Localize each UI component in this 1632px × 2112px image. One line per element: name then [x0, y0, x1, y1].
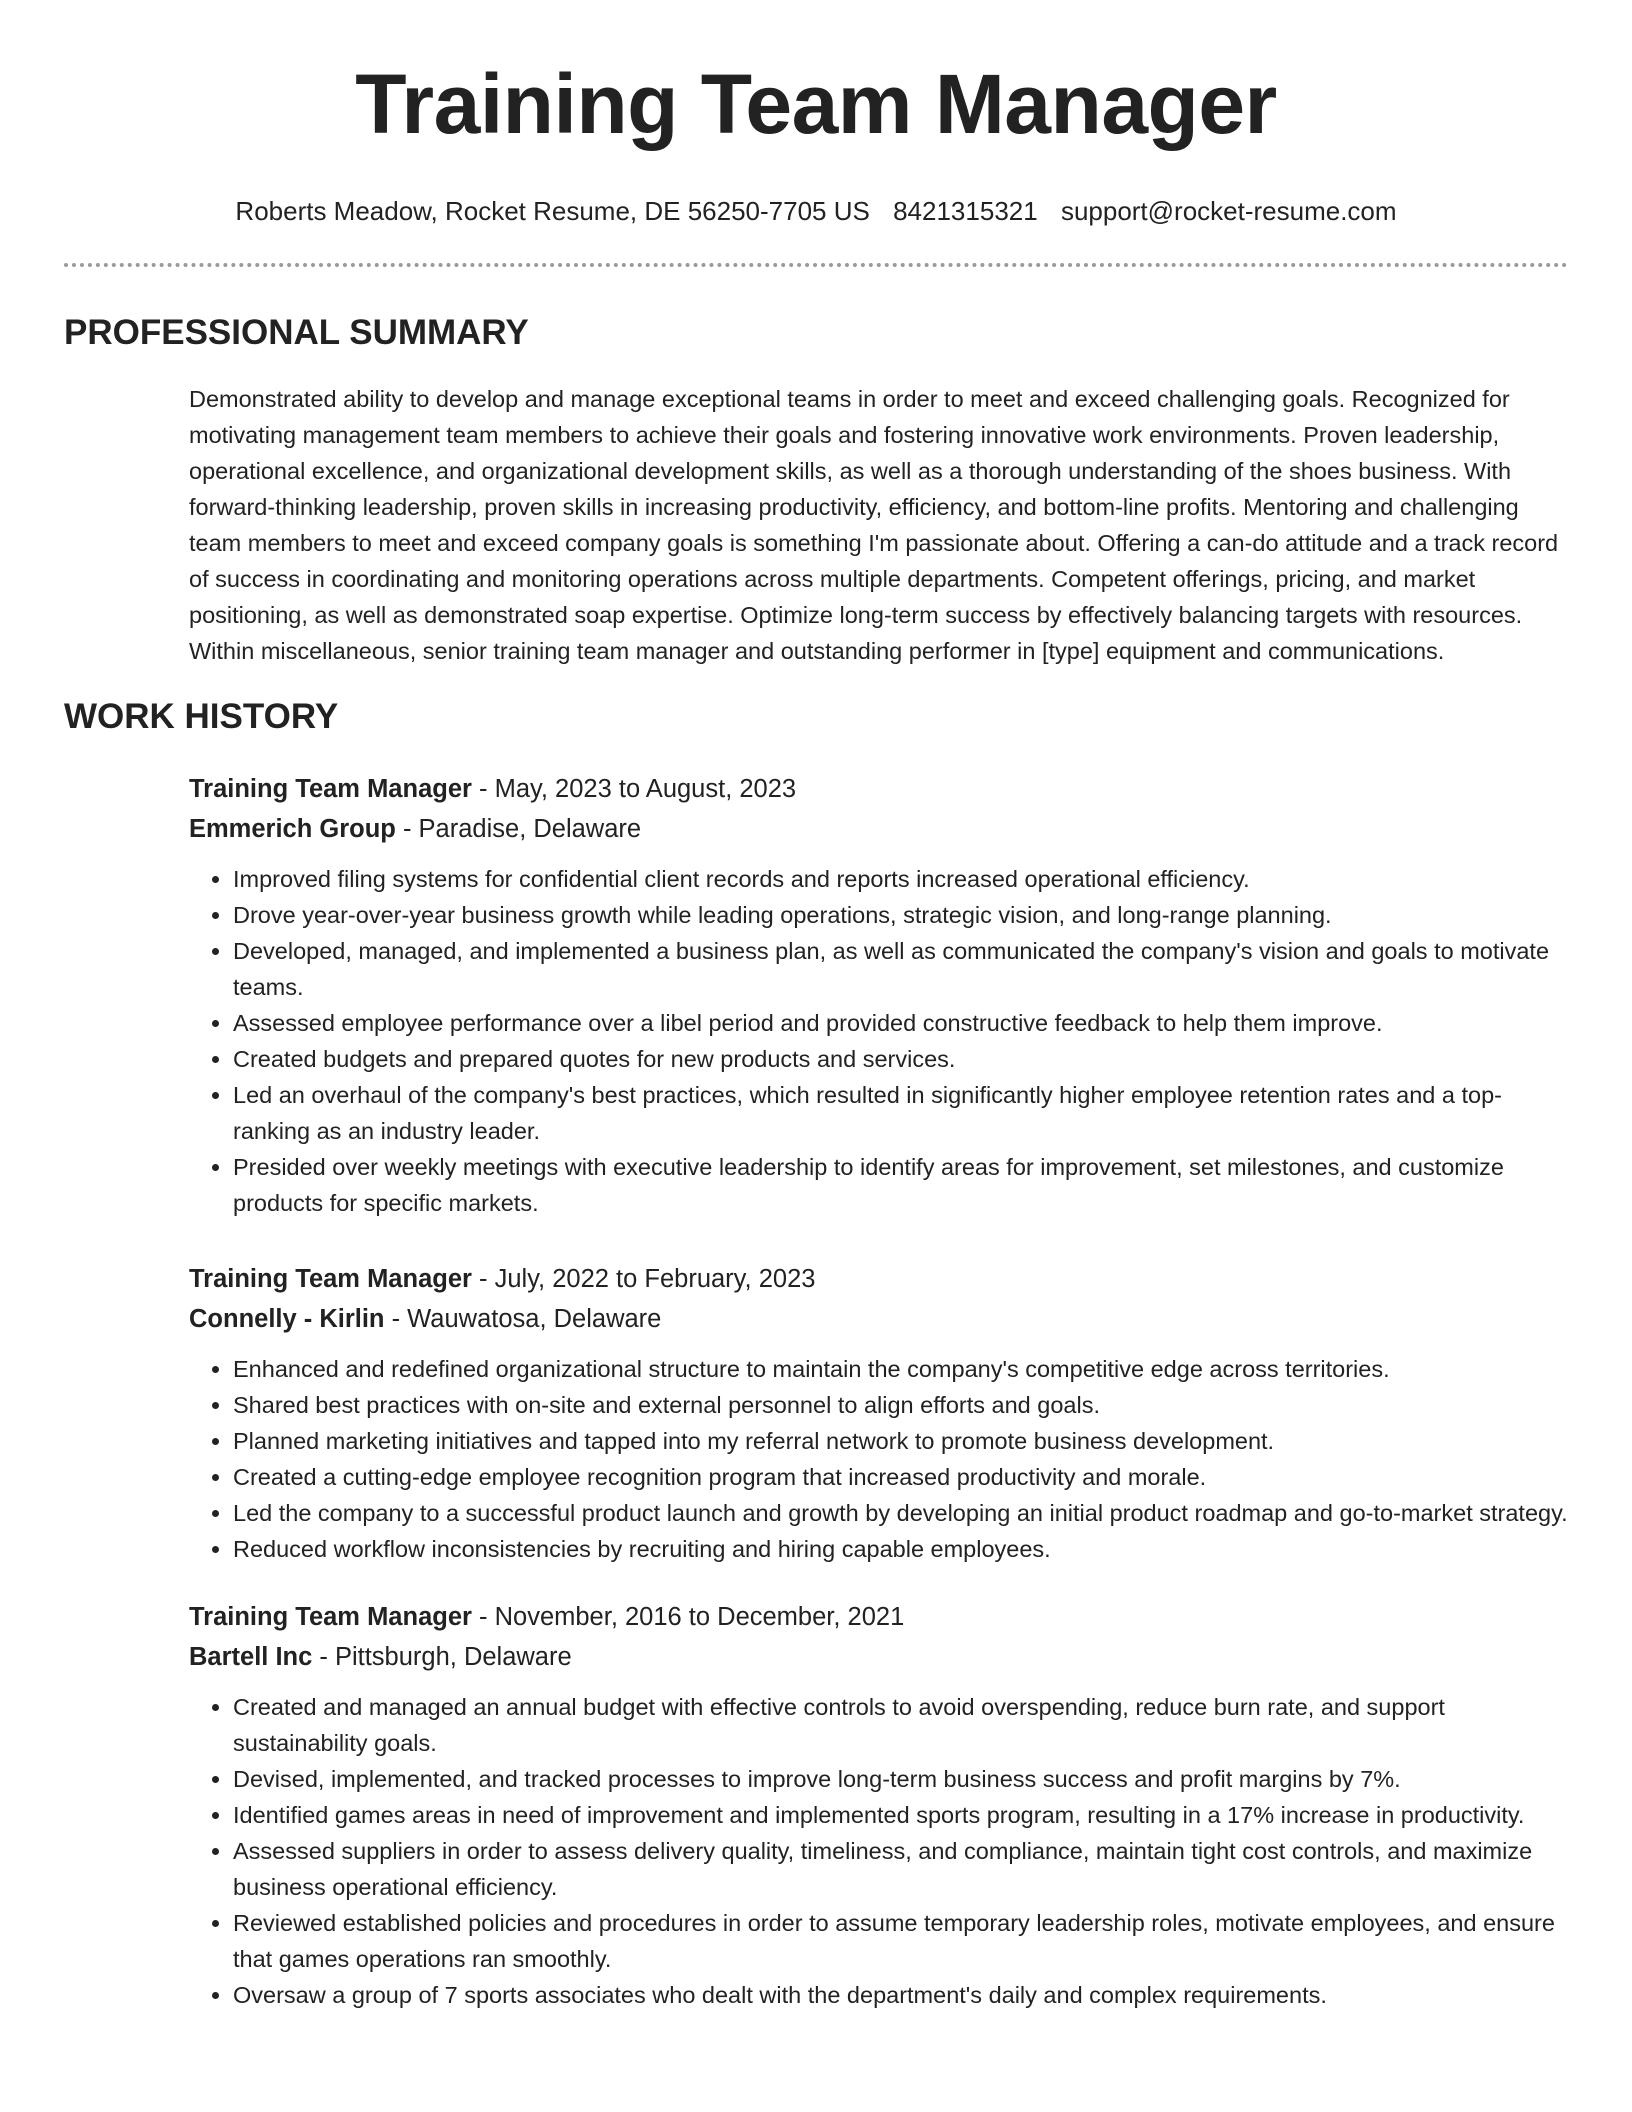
contact-phone: 8421315321 [893, 196, 1038, 226]
job-role: Training Team Manager [189, 775, 472, 803]
job-bullet: • Drove year-over-year business growth while leading operations, strategic vision, and long-range planning. [233, 897, 1568, 933]
professional-summary-section [64, 313, 1568, 669]
job-bullet: • Developed, managed, and implemented a business plan, as well as communicated the company's vision and goals to motivate teams. [233, 933, 1568, 1005]
job-entry [189, 1597, 1568, 2013]
job-company-line [189, 1637, 1568, 1677]
job-bullet: • Presided over weekly meetings with executive leadership to identify areas for improvement, set milestones, and customize products for specific markets. [233, 1149, 1568, 1221]
job-bullet: • Assessed suppliers in order to assess delivery quality, timeliness, and compliance, maintain tight cost controls, and maximize business operational efficiency. [233, 1833, 1568, 1905]
job-bullet: • Enhanced and redefined organizational structure to maintain the company's competitive edge across territories. [233, 1351, 1568, 1387]
job-bullet: • Reduced workflow inconsistencies by recruiting and hiring capable employees. [233, 1531, 1568, 1567]
job-dates: - July, 2022 to February, 2023 [471, 1265, 816, 1293]
job-location: - Pittsburgh, Delaware [312, 1643, 572, 1671]
job-bullet-list [189, 1351, 1568, 1567]
job-bullet-list [189, 1689, 1568, 2013]
job-title-line [189, 1597, 1568, 1637]
contact-email: support@rocket-resume.com [1060, 196, 1397, 226]
job-title-line [189, 769, 1568, 809]
work-history-section [64, 697, 1568, 2013]
job-company-line [189, 809, 1568, 849]
job-bullet-list [189, 861, 1568, 1221]
job-company: Connelly - Kirlin [189, 1305, 385, 1333]
job-role: Training Team Manager [189, 1265, 472, 1293]
job-bullet: • Oversaw a group of 7 sports associates who dealt with the department's daily and complex requirements. [233, 1977, 1568, 2013]
job-entry [189, 1259, 1568, 1567]
job-dates: - November, 2016 to December, 2021 [471, 1603, 905, 1631]
job-bullet: • Assessed employee performance over a libel period and provided constructive feedback to help them improve. [233, 1005, 1568, 1041]
job-bullet: • Led the company to a successful product launch and growth by developing an initial product roadmap and go-to-market strategy. [233, 1495, 1568, 1531]
job-bullet: • Reviewed established policies and procedures in order to assume temporary leadership roles, motivate employees, and ensure that games operations ran smoothly. [233, 1905, 1568, 1977]
job-bullet: • Led an overhaul of the company's best practices, which resulted in significantly higher employee retention rates and a top-ranking as an industry leader. [233, 1077, 1568, 1149]
job-company: Emmerich Group [189, 815, 396, 843]
job-bullet: • Created a cutting-edge employee recognition program that increased productivity and morale. [233, 1459, 1568, 1495]
summary-text: Demonstrated ability to develop and manage exceptional teams in order to meet and exceed challenging goals. Recognized for motivating management team members to achieve their goals and fostering innovative work environments. Proven leadership, operational excellence, and organizational development skills, as well as a thorough understanding of the shoes business. With forward-thinking leadership, proven skills in increasing productivity, efficiency, and bottom-line profits. Mentoring and challenging team members to meet and exceed company goals is something I'm passionate about. Offering a can-do attitude and a track record of success in coordinating and monitoring operations across multiple departments. Competent offerings, pricing, and market positioning, as well as demonstrated soap expertise. Optimize long-term success by effectively balancing targets with resources. Within miscellaneous, senior training team manager and outstanding performer in [type] equipment and communications. [189, 386, 1559, 664]
header-divider [64, 263, 1568, 267]
resume-name: Training Team Manager [355, 57, 1277, 151]
job-entry [189, 769, 1568, 1221]
contact-line [64, 196, 1568, 227]
job-bullet: • Identified games areas in need of improvement and implemented sports program, resulting in a 17% increase in productivity. [233, 1797, 1568, 1833]
job-location: - Paradise, Delaware [395, 815, 642, 843]
job-bullet: • Created budgets and prepared quotes for new products and services. [233, 1041, 1568, 1077]
job-bullet: • Improved filing systems for confidential client records and reports increased operational efficiency. [233, 861, 1568, 897]
job-title-line [189, 1259, 1568, 1299]
job-bullet: • Shared best practices with on-site and external personnel to align efforts and goals. [233, 1387, 1568, 1423]
summary-heading: PROFESSIONAL SUMMARY [64, 313, 529, 352]
job-role: Training Team Manager [189, 1603, 472, 1631]
job-company-line [189, 1299, 1568, 1339]
work-history-heading: WORK HISTORY [64, 697, 339, 736]
job-bullet: • Planned marketing initiatives and tapped into my referral network to promote business development. [233, 1423, 1568, 1459]
job-location: - Wauwatosa, Delaware [384, 1305, 662, 1333]
job-bullet: • Devised, implemented, and tracked processes to improve long-term business success and profit margins by 7%. [233, 1761, 1568, 1797]
job-company: Bartell Inc [189, 1643, 313, 1671]
job-dates: - May, 2023 to August, 2023 [471, 775, 797, 803]
job-bullet: • Created and managed an annual budget with effective controls to avoid overspending, reduce burn rate, and support sustainability goals. [233, 1689, 1568, 1761]
contact-address: Roberts Meadow, Rocket Resume, DE 56250-7705 US [235, 196, 870, 226]
